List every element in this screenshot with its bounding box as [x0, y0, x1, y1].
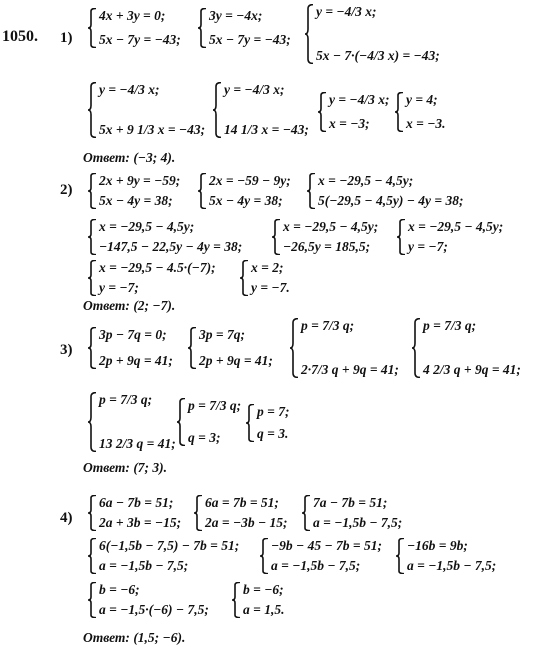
equation-rows — [318, 173, 463, 209]
equation: a = −1,5·(−6) − 7,5; — [99, 602, 209, 617]
brace-icon — [88, 495, 97, 531]
equation-rows — [99, 327, 173, 369]
answer-value: (1,5; −6). — [133, 630, 186, 645]
equation-system — [232, 582, 284, 618]
brace-icon — [260, 538, 269, 574]
equation: 5x − 7·(−4/3 x) = −43; — [316, 48, 440, 63]
brace-icon — [88, 582, 97, 618]
part-label: 3) — [60, 342, 73, 358]
equation-rows — [99, 260, 216, 296]
brace-icon — [88, 8, 97, 48]
equation: x = −29,5 − 4,5y; — [99, 219, 195, 234]
brace-icon — [272, 219, 281, 255]
equation-system — [88, 392, 176, 452]
brace-icon — [88, 260, 97, 296]
brace-icon — [88, 392, 97, 452]
equation-rows — [205, 495, 288, 531]
brace-icon — [272, 219, 281, 255]
answer-label: Ответ: — [83, 630, 130, 645]
equation-rows — [271, 538, 382, 574]
equation: b = −6; — [243, 582, 284, 597]
equation: a = −1,5b − 7,5; — [313, 515, 403, 530]
equation: 3p = 7q; — [199, 327, 245, 342]
equation: a = −1,5b − 7,5; — [99, 558, 189, 573]
equation-system — [240, 260, 290, 296]
equation: a = −1,5b − 7,5; — [271, 558, 361, 573]
equation: 4 2/3 q + 9q = 41; — [423, 362, 521, 377]
brace-icon — [318, 92, 327, 132]
brace-icon — [88, 82, 97, 138]
problem-number: 1050. — [2, 28, 38, 45]
equation-rows — [188, 398, 241, 446]
equation-system — [88, 82, 205, 138]
equation-system — [88, 327, 173, 369]
equation: 2x + 9y = −59; — [99, 173, 181, 188]
answer-line — [83, 630, 185, 646]
equation-system — [397, 219, 503, 255]
brace-icon — [88, 582, 97, 618]
equation-rows — [301, 318, 399, 378]
equation: p = 7/3 q; — [188, 398, 242, 413]
brace-icon — [246, 404, 255, 442]
equation-system — [318, 92, 390, 132]
equation: −9b − 45 − 7b = 51; — [271, 538, 382, 553]
equation: x = −29,5 − 4,5y; — [318, 173, 414, 188]
brace-icon — [246, 404, 255, 442]
equation-system — [396, 538, 496, 574]
brace-icon — [395, 92, 404, 132]
equation: 2a + 3b = −15; — [99, 515, 182, 530]
brace-icon — [88, 82, 97, 138]
equation: 5x − 4y = 38; — [99, 193, 173, 208]
answer-line — [83, 460, 167, 476]
equation-rows — [209, 173, 291, 209]
equation-rows — [99, 392, 176, 452]
brace-icon — [395, 92, 404, 132]
equation-system — [198, 8, 291, 48]
equation: y = −4/3 x; — [316, 4, 377, 19]
equation-system — [272, 219, 378, 255]
brace-icon — [305, 4, 314, 64]
brace-icon — [412, 318, 421, 378]
equation: 5x − 7y = −43; — [99, 32, 181, 47]
brace-icon — [397, 219, 406, 255]
brace-icon — [290, 318, 299, 378]
brace-icon — [177, 398, 186, 446]
equation: b = −6; — [99, 582, 140, 597]
equation-system — [194, 495, 288, 531]
equation: y = −7; — [408, 239, 448, 254]
equation-rows — [251, 260, 290, 296]
brace-icon — [88, 327, 97, 369]
equation-rows — [209, 8, 291, 48]
brace-icon — [177, 398, 186, 446]
brace-icon — [188, 327, 197, 369]
equation-rows — [329, 92, 390, 132]
equation: x = 2; — [251, 260, 284, 275]
brace-icon — [307, 173, 316, 209]
equation-system — [302, 495, 402, 531]
equation: y = −7. — [251, 280, 290, 295]
brace-icon — [396, 538, 405, 574]
answer-label: Ответ: — [83, 460, 130, 475]
equation: p = 7; — [257, 404, 290, 419]
equation: 3p − 7q = 0; — [99, 327, 167, 342]
brace-icon — [88, 173, 97, 209]
equation-rows — [316, 4, 440, 64]
brace-icon — [194, 495, 203, 531]
equation: 2p + 9q = 41; — [199, 353, 273, 368]
part-label: 1) — [60, 30, 73, 46]
equation: x = −29,5 − 4,5y; — [283, 219, 379, 234]
brace-icon — [305, 4, 314, 64]
brace-icon — [260, 538, 269, 574]
brace-icon — [88, 538, 97, 574]
answer-label: Ответ: — [83, 298, 130, 313]
brace-icon — [302, 495, 311, 531]
equation: p = 7/3 q; — [423, 318, 477, 333]
equation: a = −1,5b − 7,5; — [407, 558, 497, 573]
equation: y = −4/3 x; — [329, 92, 390, 107]
equation-rows — [99, 495, 181, 531]
brace-icon — [302, 495, 311, 531]
equation: 5x + 9 1/3 x = −43; — [99, 122, 206, 137]
equation-system — [198, 173, 291, 209]
equation: −147,5 − 22,5y − 4y = 38; — [99, 239, 243, 254]
equation: y = −4/3 x; — [99, 82, 160, 97]
equation: q = 3; — [188, 430, 221, 445]
equation-rows — [406, 92, 446, 132]
part-label: 4) — [60, 510, 73, 526]
equation-system — [88, 582, 209, 618]
equation: x = −29,5 − 4.5·(−7); — [99, 260, 216, 275]
equation-system — [412, 318, 521, 378]
equation-system — [307, 173, 463, 209]
equation-rows — [99, 173, 180, 209]
equation: 14 1/3 x = −43; — [224, 122, 309, 137]
equation: 6a − 7b = 51; — [99, 495, 174, 510]
equation-rows — [407, 538, 496, 574]
brace-icon — [88, 8, 97, 48]
equation-system — [88, 173, 180, 209]
brace-icon — [240, 260, 249, 296]
equation-system — [88, 219, 242, 255]
equation: 6a = 7b = 51; — [205, 495, 279, 510]
equation-rows — [99, 538, 239, 574]
equation-system — [188, 327, 273, 369]
brace-icon — [88, 495, 97, 531]
equation: 3y = −4x; — [209, 8, 263, 23]
brace-icon — [198, 8, 207, 48]
brace-icon — [198, 173, 207, 209]
equation: 2p + 9q = 41; — [99, 353, 173, 368]
brace-icon — [290, 318, 299, 378]
equation: 4x + 3y = 0; — [99, 8, 166, 23]
equation-rows — [283, 219, 378, 255]
brace-icon — [188, 327, 197, 369]
brace-icon — [213, 82, 222, 138]
equation: x = −3. — [406, 116, 446, 131]
equation: q = 3. — [257, 426, 289, 441]
equation: −16b = 9b; — [407, 538, 468, 553]
answer-value: (7; 3). — [133, 460, 168, 475]
brace-icon — [198, 173, 207, 209]
equation-system — [213, 82, 309, 138]
equation: 5(−29,5 − 4,5y) − 4y = 38; — [318, 193, 464, 208]
brace-icon — [88, 392, 97, 452]
equation-system — [88, 8, 181, 48]
equation: 5x − 7y = −43; — [209, 32, 291, 47]
equation: 13 2/3 q = 41; — [99, 436, 176, 451]
brace-icon — [318, 92, 327, 132]
equation: 7a − 7b = 51; — [313, 495, 388, 510]
brace-icon — [307, 173, 316, 209]
brace-icon — [213, 82, 222, 138]
brace-icon — [88, 260, 97, 296]
brace-icon — [198, 8, 207, 48]
equation: y = −4/3 x; — [224, 82, 285, 97]
equation-rows — [408, 219, 503, 255]
brace-icon — [412, 318, 421, 378]
equation-rows — [99, 219, 242, 255]
equation-rows — [257, 404, 289, 442]
equation-rows — [224, 82, 309, 138]
equation-system — [88, 538, 239, 574]
equation-system — [246, 404, 289, 442]
equation: p = 7/3 q; — [99, 392, 153, 407]
brace-icon — [397, 219, 406, 255]
equation-system — [88, 495, 181, 531]
brace-icon — [88, 219, 97, 255]
equation: 5x − 4y = 38; — [209, 193, 283, 208]
brace-icon — [88, 219, 97, 255]
equation-system — [88, 260, 216, 296]
equation-rows — [423, 318, 521, 378]
equation: y = −7; — [99, 280, 139, 295]
equation: 2a = −3b − 15; — [205, 515, 288, 530]
equation-system — [305, 4, 440, 64]
equation-rows — [99, 82, 205, 138]
equation-rows — [243, 582, 284, 618]
equation: 6(−1,5b − 7,5) − 7b = 51; — [99, 538, 240, 553]
brace-icon — [194, 495, 203, 531]
answer-line — [83, 150, 175, 166]
equation: a = 1,5. — [243, 602, 285, 617]
answer-value: (2; −7). — [133, 298, 176, 313]
brace-icon — [88, 538, 97, 574]
equation-system — [260, 538, 382, 574]
brace-icon — [232, 582, 241, 618]
equation: p = 7/3 q; — [301, 318, 355, 333]
brace-icon — [396, 538, 405, 574]
equation-rows — [99, 8, 181, 48]
equation: −26,5y = 185,5; — [283, 239, 371, 254]
equation-rows — [199, 327, 273, 369]
brace-icon — [88, 327, 97, 369]
equation-system — [395, 92, 446, 132]
equation: 2·7/3 q + 9q = 41; — [301, 362, 399, 377]
answer-value: (−3; 4). — [133, 150, 176, 165]
equation-rows — [313, 495, 402, 531]
answer-line — [83, 298, 175, 314]
equation-rows — [99, 582, 209, 618]
equation: x = −3; — [329, 116, 370, 131]
brace-icon — [88, 173, 97, 209]
equation: 2x = −59 − 9y; — [209, 173, 291, 188]
equation: x = −29,5 − 4,5y; — [408, 219, 504, 234]
equation: y = 4; — [406, 92, 438, 107]
answer-label: Ответ: — [83, 150, 130, 165]
brace-icon — [240, 260, 249, 296]
part-label: 2) — [60, 182, 73, 198]
brace-icon — [232, 582, 241, 618]
equation-system — [177, 398, 241, 446]
equation-system — [290, 318, 399, 378]
